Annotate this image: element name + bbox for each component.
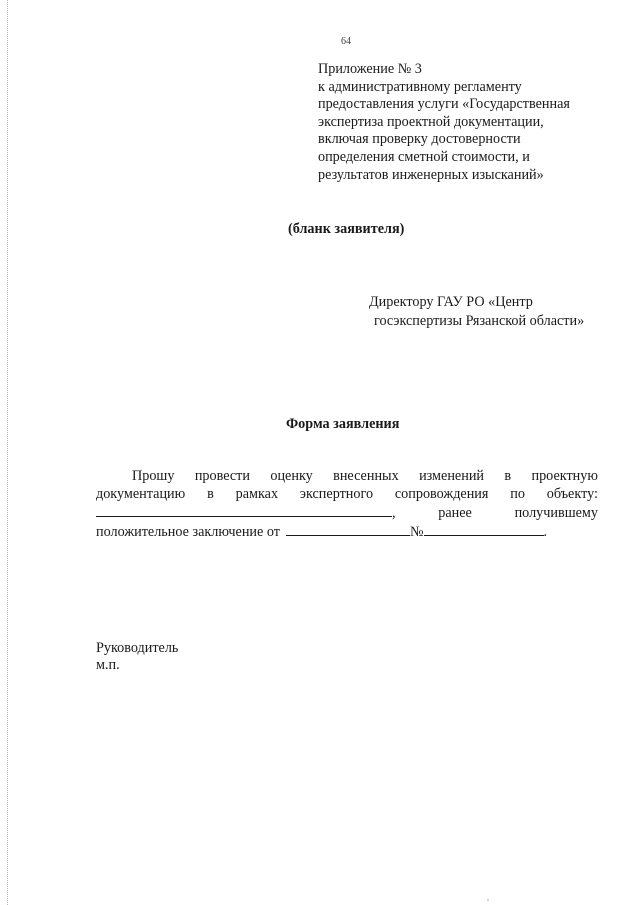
body-word: Прошу	[132, 468, 175, 484]
conclusion-number-blank[interactable]	[424, 522, 544, 536]
addressee-block	[369, 293, 584, 331]
body-word: объекту:	[546, 486, 598, 502]
body-word: внесенных	[333, 468, 399, 484]
annex-line: определения сметной стоимости, и	[318, 148, 530, 165]
body-line-3	[96, 503, 598, 522]
body-word: сопровождения	[394, 486, 489, 502]
body-word: проектную	[531, 468, 598, 484]
body-phrase: положительное заключение от	[96, 524, 280, 540]
body-word: по	[510, 486, 525, 502]
body-word: ранее	[438, 505, 472, 521]
annex-line: Приложение № 3	[318, 61, 422, 77]
addressee-line-2: госэкспертизы Рязанской области»	[374, 313, 585, 329]
number-sign: №	[409, 524, 424, 540]
annex-header	[318, 61, 570, 184]
body-word: получившему	[514, 505, 598, 521]
object-name-group	[96, 503, 396, 522]
annex-line: предоставления услуги «Государственная	[318, 96, 570, 113]
page-number: 64	[341, 36, 351, 47]
body-word: в	[504, 468, 512, 484]
seal-placeholder: м.п.	[96, 657, 120, 673]
body-line-1	[96, 467, 598, 485]
body-line-2	[96, 485, 598, 503]
body-line-4	[96, 522, 598, 541]
body-word: в	[207, 486, 214, 502]
body-word: рамках	[235, 486, 279, 502]
scan-mark: ,	[487, 893, 489, 902]
body-word: экспертного	[299, 486, 374, 502]
comma: ,	[392, 505, 396, 521]
application-body	[96, 467, 598, 541]
addressee-line-1: Директору ГАУ РО «Центр	[369, 294, 533, 310]
body-word: изменений	[419, 468, 485, 484]
signature-block	[96, 640, 178, 674]
applicant-letterhead-label: (бланк заявителя)	[288, 221, 405, 237]
annex-line: результатов инженерных изысканий»	[318, 166, 544, 183]
form-title: Форма заявления	[286, 416, 400, 432]
period: .	[543, 524, 548, 540]
body-word: провести	[194, 468, 250, 484]
left-scan-edge	[7, 0, 8, 905]
annex-line: экспертиза проектной документации,	[318, 113, 544, 130]
body-word: документацию	[96, 486, 186, 502]
signatory-title: Руководитель	[96, 640, 179, 656]
object-name-blank[interactable]	[96, 503, 392, 517]
annex-line: включая проверку достоверности	[318, 131, 521, 148]
annex-line: к административному регламенту	[318, 78, 522, 95]
body-word: оценку	[270, 468, 313, 484]
conclusion-date-blank[interactable]	[286, 522, 410, 536]
